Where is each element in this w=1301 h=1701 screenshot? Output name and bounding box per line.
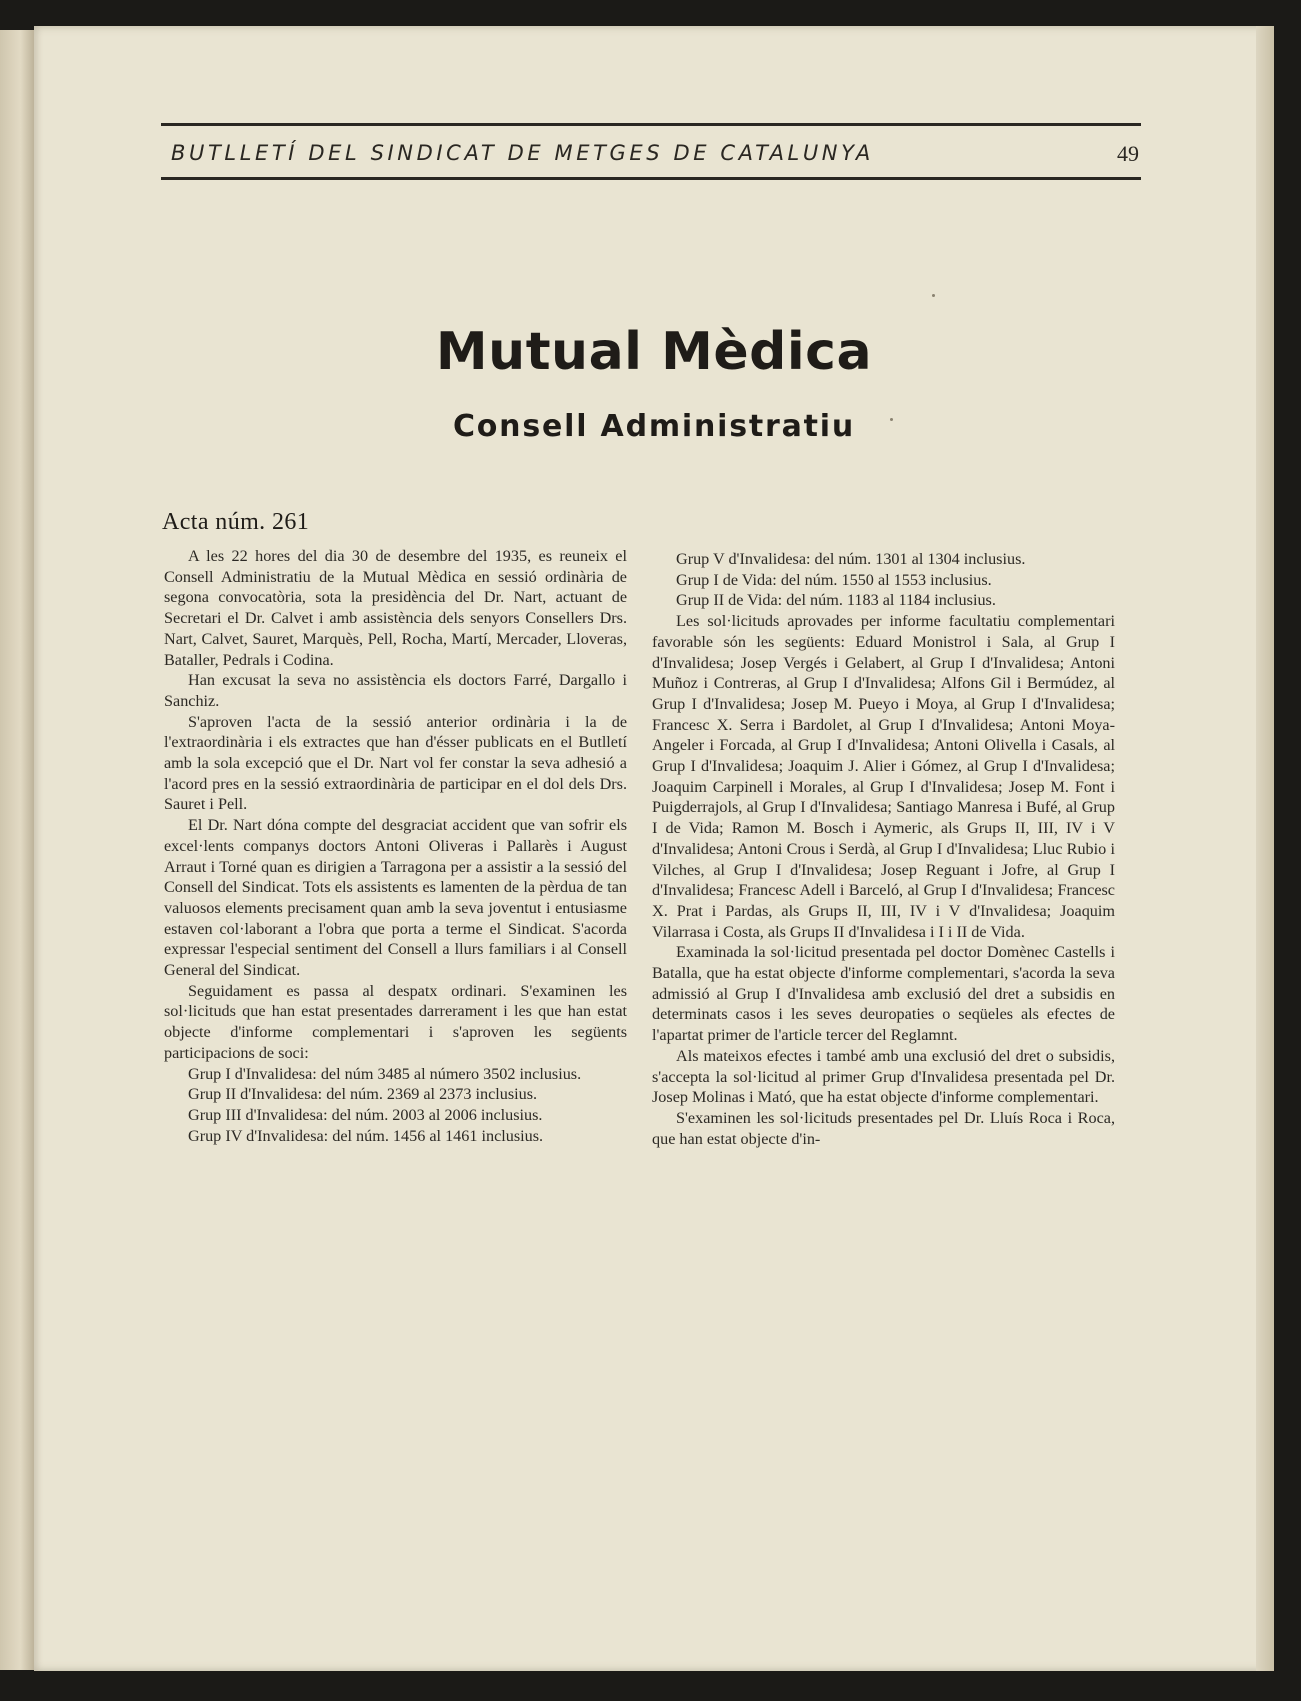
article-title: Mutual Mèdica (435, 322, 873, 382)
header-rule-top (161, 123, 1141, 126)
paragraph: Seguidament es passa al despatx ordinari. S'examinen les sol·licituds que han estat presentades darrerament i les que han estat objecte d'informe complementari i s'aproven les següents participacions de soci: (164, 981, 627, 1062)
paragraph: Les sol·licituds aprovades per informe facultatiu complementari favorable són les següents: Eduard Monistrol i Sala, al Grup I d'Invalidesa; Josep Vergés i Gelabert, al Grup I d'Invalidesa; Antoni Muñoz i Contreras, al Grup I d'Invalidesa; Alfons Gil i Bermúdez, al Grup I d'Invalidesa; Josep M. Pueyo i Moya, al Grup I d'Invalidesa; Francesc X. Serra i Bardolet, al Grup I d'Invalidesa; Antoni Moya-Angeler i Forcada, al Grup I d'Invalidesa; Antoni Olivella i Casals, al Grup I d'Invalidesa; Joaquim J. Alier i Gómez, al Grup I d'Invalidesa; Joaquim Carpinell i Morales, al Grup I d'Invalidesa; Josep M. Font i Puigderrajols, al Grup I d'Invalidesa; Santiago Manresa i Bufé, al Grup I de Vida; Ramon M. Bosch i Aymeric, als Grups II, III, IV i V d'Invalidesa; Antoni Crous i Serdà, al Grup I d'Invalidesa; Lluc Rubio i Vilches, al Grup I d'Invalidesa; Josep Reguant i Jofre, al Grup I d'Invalidesa; Francesc Adell i Barceló, al Grup I d'Invalidesa; Francesc X. Prat i Pardas, als Grups II, III, IV i V d'Invalidesa; Joaquim Vilarrasa i Costa, als Grups II d'Invalidesa i I i II de Vida. (652, 612, 1115, 941)
paragraph: Grup II d'Invalidesa: del núm. 2369 al 2373 inclusius. (188, 1085, 538, 1104)
paragraph: Grup II de Vida: del núm. 1183 al 1184 inclusius. (676, 591, 996, 610)
page-number: 49 (1117, 141, 1139, 166)
paragraph: Grup V d'Invalidesa: del núm. 1301 al 1304 inclusius. (676, 550, 1026, 568)
paragraph: S'examinen les sol·licituds presentades pel Dr. Lluís Roca i Roca, que han estat objecte d'in- (652, 1108, 1115, 1148)
paragraph: Grup III d'Invalidesa: del núm. 2003 al 2006 inclusius. (188, 1105, 543, 1124)
article-subtitle: Consell Administratiu (452, 409, 856, 444)
paragraph: El Dr. Nart dóna compte del desgraciat accident que van sofrir els excel·lents companys doctors Antoni Oliveras i Pallarès i August Arraut i Torné quan es dirigien a Tarragona per a assistir a la sessió del Consell del Sindicat. Tots els assistents es lamenten de la pèrdua de tan valuosos elements precisament quan amb la seva joventut i entusiasme estaven col·laborant a l'obra que porta a terme el Sindicat. S'acorda expressar l'especial sentiment del Consell a llurs familiars i al Consell General del Sindicat. (164, 816, 627, 980)
paragraph: S'aproven l'acta de la sessió anterior ordinària i la de l'extraordinària i els extractes que han d'ésser publicats en el Butlletí amb la sola excepció que el Dr. Nart vol fer constar la seva adhesió a l'acord pres en la sessió extraordinària de participar en el dol dels Drs. Sauret i Pell. (164, 712, 627, 814)
paragraph: Han excusat la seva no assistència els doctors Farré, Dargallo i Sanchiz. (164, 671, 627, 710)
running-head (161, 138, 1141, 170)
header-rule-bottom (161, 177, 1141, 180)
paragraph: Grup IV d'Invalidesa: del núm. 1456 al 1461 inclusius. (188, 1126, 544, 1145)
journal-name: BUTLLETÍ DEL SINDICAT DE METGES DE CATALUNYA (171, 141, 874, 165)
paper-speck (932, 294, 935, 297)
facing-page-edge (0, 30, 34, 1670)
paragraph: Grup I de Vida: del núm. 1550 al 1553 inclusius. (676, 570, 992, 589)
paragraph: A les 22 hores del dia 30 de desembre del 1935, es reuneix el Consell Administratiu de la Mutual Mèdica en sessió ordinària de segona convocatòria, sota la presidència del Dr. Nart, actuant de Secretari el Dr. Calvet i amb assistència dels senyors Consellers Drs. Nart, Calvet, Sauret, Marquès, Pell, Rocha, Martí, Mercader, Lloveras, Bataller, Pedrals i Codina. (164, 547, 627, 669)
paragraph: Als mateixos efectes i també amb una exclusió del dret o subsidis, s'accepta la sol·licitud al primer Grup d'Invalidesa presentada pel Dr. Josep Molinas i Mató, que ha estat objecte d'informe complementari. (652, 1046, 1115, 1107)
document-page (34, 26, 1274, 1671)
right-column (652, 549, 1115, 1149)
paper-speck (890, 418, 893, 421)
left-column (164, 546, 627, 1146)
paragraph: Examinada la sol·licitud presentada pel doctor Domènec Castells i Batalla, que ha estat objecte d'informe complementari, s'acorda la seva admissió al Grup I d'Invalidesa amb exclusió del dret a subsidis en determinats casos i les seves deuropaties o seqüeles als efectes de l'apartat primer de l'article tercer del Reglamnt. (652, 943, 1115, 1045)
paragraph: Grup I d'Invalidesa: del núm 3485 al número 3502 inclusius. (188, 1064, 582, 1083)
section-heading: Acta núm. 261 (162, 509, 310, 535)
page-edge-shadow (1256, 26, 1274, 1671)
